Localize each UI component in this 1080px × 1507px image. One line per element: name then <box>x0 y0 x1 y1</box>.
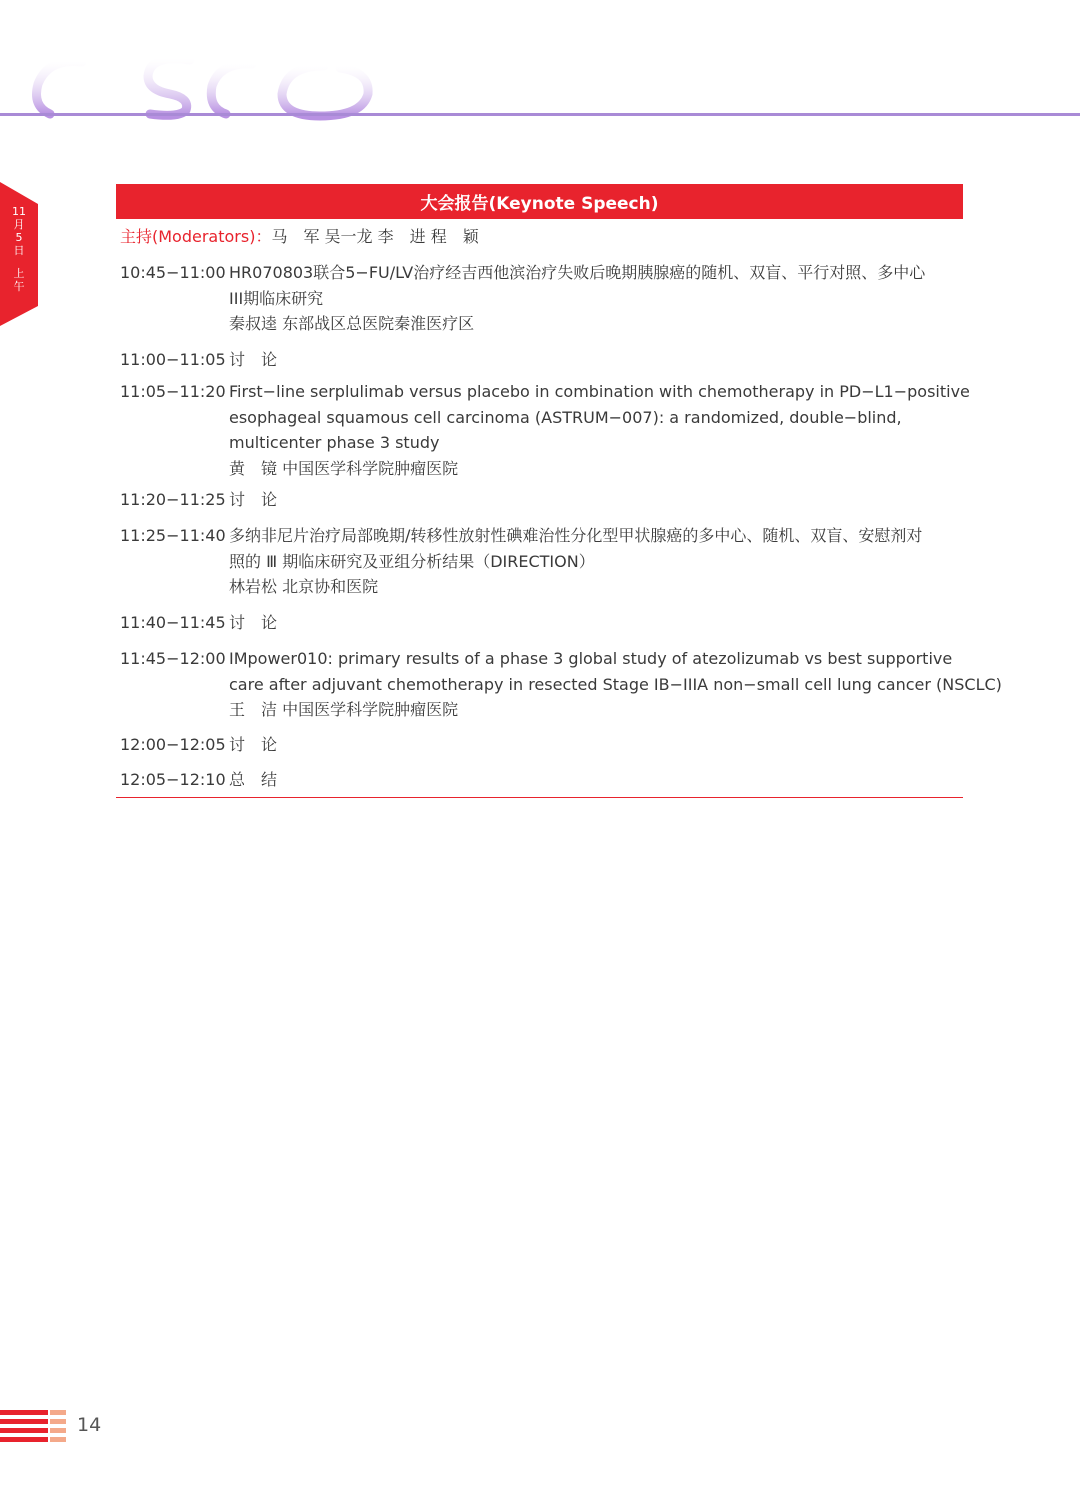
summary-label: 总 结 <box>229 770 278 789</box>
date-month-unit: 月 <box>13 218 25 231</box>
schedule-time: 11:45−12:00 <box>120 649 226 668</box>
moderators-line <box>120 227 479 247</box>
discussion-label: 讨 论 <box>229 613 278 632</box>
talk-title: III期临床研究 <box>229 288 324 308</box>
period-2: 午 <box>13 280 25 293</box>
talk-title: HR070803联合5−FU/LV治疗经吉西他滨治疗失败后晚期胰腺癌的随机、双盲、平行对照、多中心 <box>229 263 926 282</box>
moderators-names: 马 军 吴一龙 李 进 程 颖 <box>271 227 479 246</box>
date-month: 11 <box>12 205 26 218</box>
session-title: 大会报告(Keynote Speech) <box>420 194 659 214</box>
date-day-unit: 日 <box>13 244 25 257</box>
schedule-time: 11:00−11:05 <box>120 350 226 369</box>
header-rule <box>0 113 1080 116</box>
speaker: 黄 镜 中国医学科学院肿瘤医院 <box>229 458 459 478</box>
csco-logo <box>20 25 380 118</box>
schedule-time: 10:45−11:00 <box>120 263 226 282</box>
talk-title: 照的 Ⅲ 期临床研究及亚组分析结果（DIRECTION） <box>229 551 595 571</box>
section-bottom-rule <box>116 797 963 798</box>
speaker: 林岩松 北京协和医院 <box>229 577 379 596</box>
speaker: 王 洁 中国医学科学院肿瘤医院 <box>229 700 459 719</box>
discussion-label: 讨 论 <box>229 350 278 369</box>
schedule-time: 12:00−12:05 <box>120 735 226 754</box>
date-day: 5 <box>15 231 23 244</box>
page-number: 14 <box>77 1414 102 1436</box>
schedule-time: 11:40−11:45 <box>120 613 226 632</box>
discussion-label: 讨 论 <box>229 490 278 509</box>
date-label <box>11 205 27 293</box>
speaker: 秦叔逵 东部战区总医院秦淮医疗区 <box>229 314 475 333</box>
discussion-label: 讨 论 <box>229 735 278 754</box>
talk-title: IMpower010: primary results of a phase 3 global study of atezolizumab vs best supportive <box>229 649 953 668</box>
talk-title: care after adjuvant chemotherapy in resected Stage IB−IIIA non−small cell lung cancer (NSCLC) <box>229 674 1002 694</box>
period-1: 上 <box>13 267 25 280</box>
schedule-time: 11:25−11:40 <box>120 526 226 545</box>
logo-text: CSCO <box>20 25 66 44</box>
schedule-time: 11:20−11:25 <box>120 490 226 509</box>
page-number-decoration <box>0 1410 70 1442</box>
schedule-time: 11:05−11:20 <box>120 382 226 401</box>
talk-title: First−line serplulimab versus placebo in combination with chemotherapy in PD−L1−positive <box>229 382 970 401</box>
schedule-time: 12:05−12:10 <box>120 770 226 789</box>
talk-title: 多纳非尼片治疗局部晚期/转移性放射性碘难治性分化型甲状腺癌的多中心、随机、双盲、安慰剂对 <box>229 526 923 545</box>
talk-title: multicenter phase 3 study <box>229 433 440 452</box>
moderators-label: 主持(Moderators)： <box>120 227 272 246</box>
session-title-bar <box>116 184 963 219</box>
talk-title: esophageal squamous cell carcinoma (ASTRUM−007): a randomized, double−blind, <box>229 407 902 427</box>
